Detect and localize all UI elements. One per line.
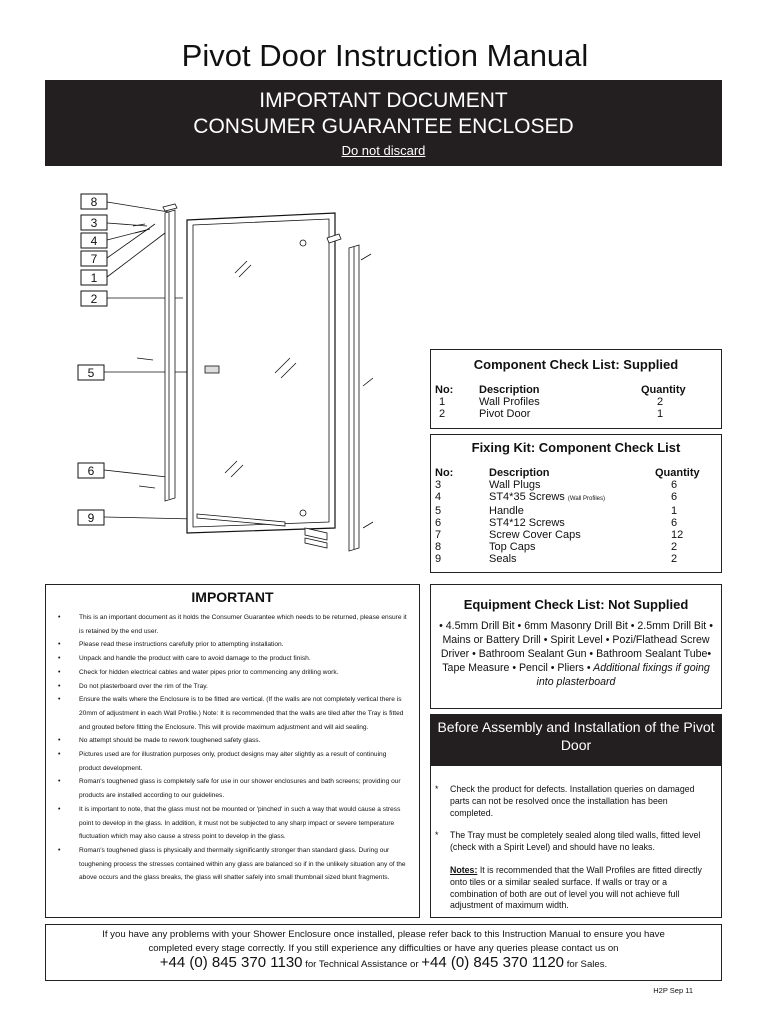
list-item: • Ensure the walls where the Enclosure is to be fitted are vertical. (If the walls are not completely vertical there is 20mm of adjustment in each Wall Profile.) Note: It is recommended that the walls are tiled after the Tray is fitted and grouted before fitting the Enclosure. This will provide maximum adjustment and will aid sealing. — [46, 693, 419, 734]
technical-phone: +44 (0) 845 370 1130 — [159, 954, 303, 971]
list-item: • Roman's toughened glass is physically and thermally significantly stronger than standard glass. During our toughening process the stresses contained within any glass are balanced so if in the unlikely situation any of the above occurs and the glass breaks, the glass will shatter safely into small thumbnail sized blunt fragments. — [46, 844, 419, 885]
banner-line-1: IMPORTANT DOCUMENT — [259, 89, 508, 112]
equipment-checklist — [430, 584, 722, 709]
list-item: • Check for hidden electrical cables and water pipes prior to commencing any drilling work. — [46, 666, 419, 680]
screws-note: (Wall Profiles) — [567, 496, 605, 502]
callout-2: 2 — [90, 292, 98, 306]
col-description: Description — [489, 467, 550, 479]
callout-5: 5 — [87, 366, 95, 380]
before-item-2: * The Tray must be completely sealed along tiled walls, fitted level (check with a Spirit Level) and should have no leaks. — [435, 830, 701, 853]
fixing-table — [431, 467, 721, 565]
before-item-1: * Check the product for defects. Installation queries on damaged parts can not be resolved once the installation has been completed. — [435, 784, 695, 818]
fixing-title: Fixing Kit: Component Check List — [471, 440, 681, 455]
sales-phone: +44 (0) 845 370 1120 — [421, 954, 565, 971]
page-title: Pivot Door Instruction Manual — [181, 38, 589, 73]
col-no: No: — [435, 384, 454, 396]
callout-6: 6 — [87, 464, 95, 478]
equipment-italic-note: Additional fixings if going into plasterboard — [536, 662, 710, 688]
equipment-title: Equipment Check List: Not Supplied — [463, 597, 689, 612]
important-list — [46, 611, 419, 885]
callout-8: 8 — [90, 195, 98, 209]
list-item: • Please read these instructions carefully prior to attempting installation. — [46, 638, 419, 652]
equipment-list: • 4.5mm Drill Bit • 6mm Masonry Drill Bit • 2.5mm Drill Bit • Mains or Battery Drill • Spirit Level • Pozi/Flathead Screw Driver • Bathroom Sealant Gun • Bathroom Sealant Tube• Tape Measure • Pencil • Pliers • Additional fixings if going into plasterboard — [439, 620, 713, 688]
callout-3: 3 — [90, 216, 98, 230]
contact-footer: If you have any problems with your Shower Enclosure once installed, please refer back to this Instruction Manual to ensure you have completed every stage correctly. If you still experience any difficulties or have any queries please contact us on +44 (0) 845 370 1130 for Technical Assistance or +44 (0) 845 370 1120 for Sales. — [45, 924, 722, 981]
before-assembly-section — [430, 714, 722, 918]
table-row: 1 Wall Profiles 2 — [439, 396, 664, 408]
table-row: 6 ST4*12 Screws 6 — [435, 517, 678, 529]
list-item: • No attempt should be made to rework toughened safety glass. — [46, 734, 419, 748]
list-item: • Do not plasterboard over the rim of the Tray. — [46, 680, 419, 694]
supplied-checklist — [430, 349, 722, 429]
list-item: • Pictures used are for illustration purposes only, product designs may alter slightly as a result of continuing product development. — [46, 748, 419, 775]
supplied-table — [431, 384, 721, 420]
callout-4: 4 — [90, 234, 98, 248]
table-row: 2 Pivot Door 1 — [439, 408, 664, 420]
list-item: • This is an important document as it holds the Consumer Guarantee which needs to be returned, please ensure it is retained by the end user. — [46, 611, 419, 638]
list-item: • It is important to note, that the glass must not be mounted or 'pinched' in such a way that would cause a stress point to develop in the glass. In addition, it must not be subjected to any sharp impact or severe temperature fluctuation which may also cause a stress point to develop in the glass. — [46, 803, 419, 844]
col-quantity: Quantity — [655, 467, 700, 479]
fixing-kit-checklist — [430, 434, 722, 573]
col-quantity: Quantity — [641, 384, 686, 396]
banner-line-2: CONSUMER GUARANTEE ENCLOSED — [193, 115, 574, 138]
callout-7: 7 — [90, 252, 98, 266]
callout-9: 9 — [87, 511, 95, 525]
pivot-door-diagram — [75, 188, 405, 578]
document-code: H2P Sep 11 — [653, 986, 693, 995]
table-row: 7 Screw Cover Caps 12 — [435, 529, 684, 541]
table-row: 4 ST4*35 Screws (Wall Profiles) 6 — [435, 491, 678, 503]
footer-line-1: If you have any problems with your Shower Enclosure once installed, please refer back to this Instruction Manual to ensure you have — [102, 929, 665, 940]
list-item: • Unpack and handle the product with care to avoid damage to the product finish. — [46, 652, 419, 666]
table-row: 9 Seals 2 — [435, 553, 678, 565]
important-banner — [45, 80, 722, 166]
supplied-title: Component Check List: Supplied — [473, 357, 679, 372]
table-row: 3 Wall Plugs 6 — [435, 479, 678, 491]
list-item: • Roman's toughened glass is completely safe for use in our shower enclosures and bath screens; providing our products are installed according to our guidelines. — [46, 775, 419, 802]
before-notes: Notes: It is recommended that the Wall Profiles are fitted directly onto tiles or a similar sealed surface. If walls or tray or a combination of both are out of level you will not achieve full adjustment of maximum width. — [450, 864, 702, 911]
table-row: 8 Top Caps 2 — [435, 541, 678, 553]
banner-line-3: Do not discard — [341, 143, 426, 158]
col-description: Description — [479, 384, 540, 396]
important-notes — [45, 584, 420, 918]
col-no: No: — [435, 467, 454, 479]
important-title: IMPORTANT — [191, 589, 274, 605]
callout-1: 1 — [90, 271, 98, 285]
before-assembly-title: Before Assembly and Installation of the Pivot Door — [431, 715, 721, 766]
table-row: 5 Handle 1 — [435, 505, 678, 517]
footer-line-2: completed every stage correctly. If you still experience any difficulties or have any queries please contact us on — [148, 943, 619, 954]
